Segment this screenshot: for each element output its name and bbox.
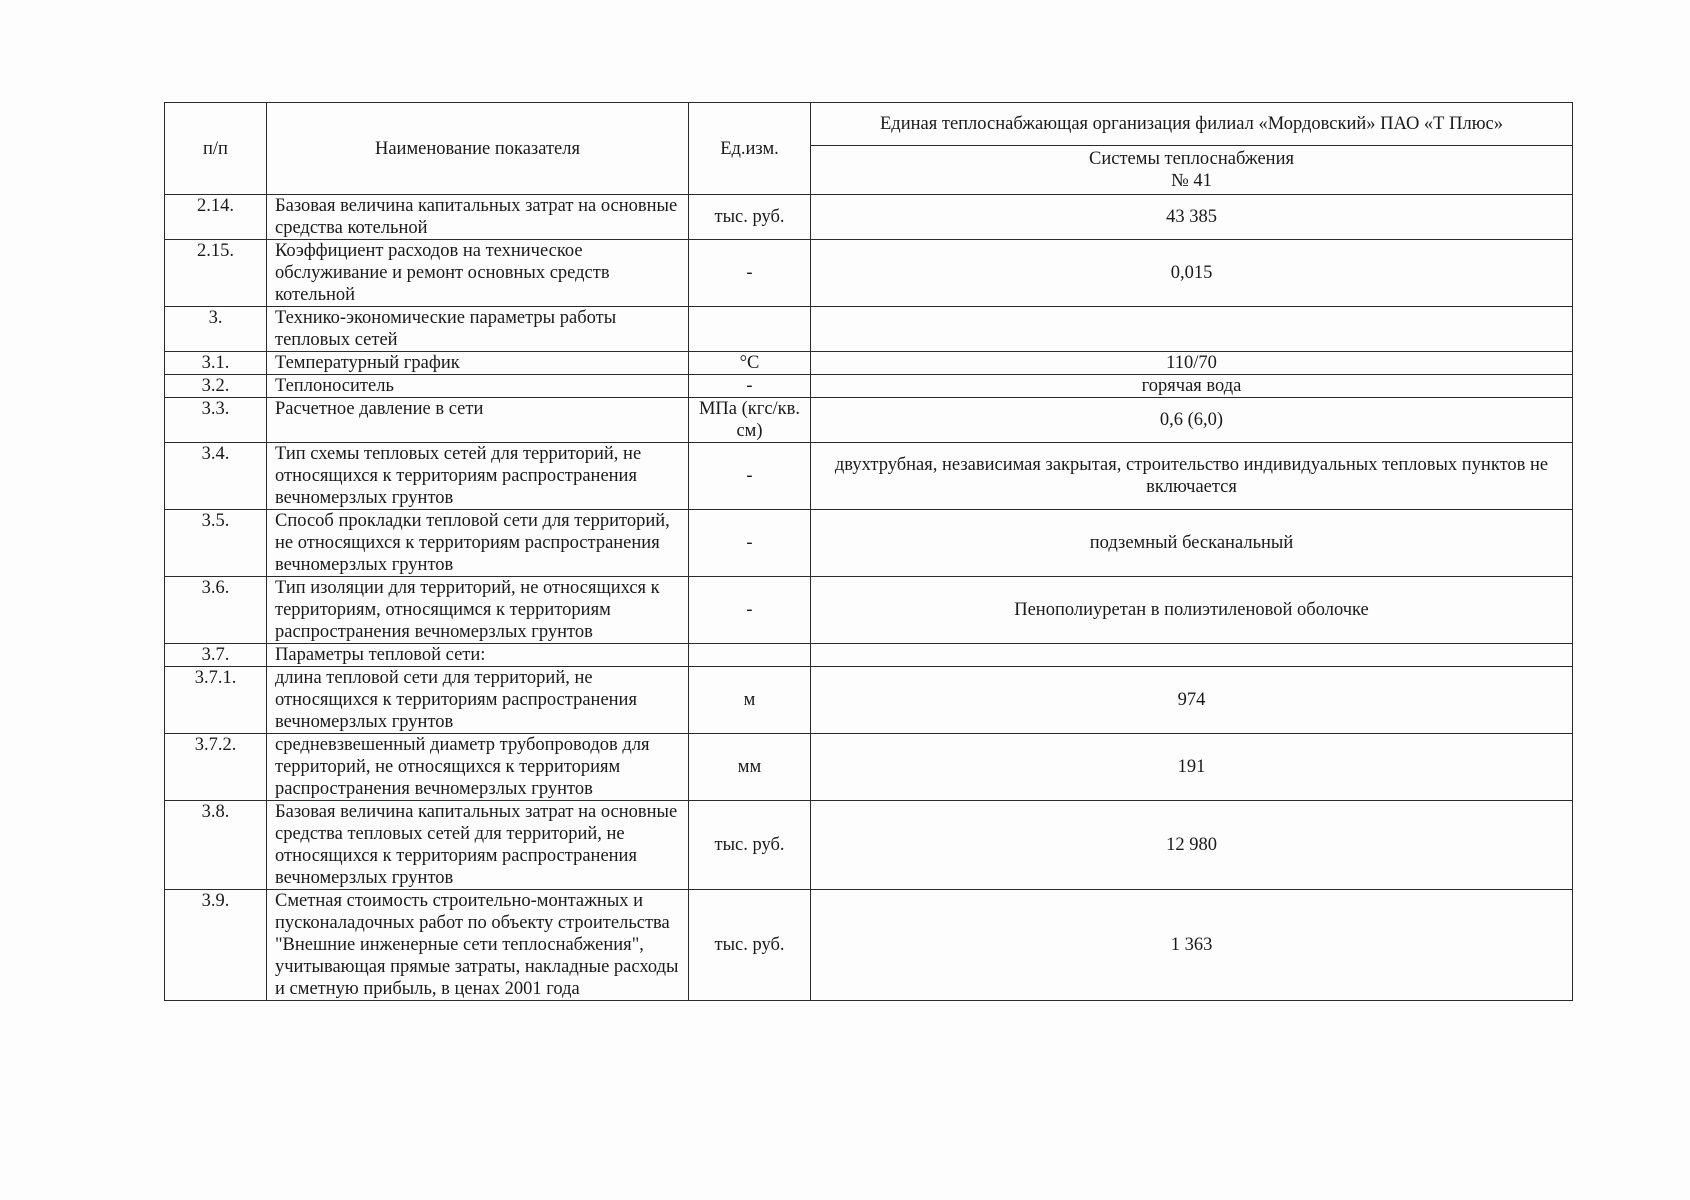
row-value: 1 363: [811, 890, 1573, 1001]
header-systems: [811, 146, 1573, 195]
header-num: п/п: [165, 103, 267, 195]
row-unit: мм: [689, 734, 811, 801]
row-value: 110/70: [811, 352, 1573, 375]
row-num: 3.6.: [165, 577, 267, 644]
row-num: 3.7.1.: [165, 667, 267, 734]
row-value: двухтрубная, независимая закрытая, строительство индивидуальных тепловых пунктов не включается: [811, 443, 1573, 510]
header-systems-line1: Системы теплоснабжения: [1089, 149, 1294, 169]
row-name: Базовая величина капитальных затрат на основные средства котельной: [267, 195, 689, 240]
row-unit: -: [689, 510, 811, 577]
row-value: Пенополиуретан в полиэтиленовой оболочке: [811, 577, 1573, 644]
table-row: [165, 734, 1573, 801]
table-row: [165, 510, 1573, 577]
row-value: 191: [811, 734, 1573, 801]
row-value: 0,015: [811, 240, 1573, 307]
table-row: [165, 644, 1573, 667]
row-num: 2.15.: [165, 240, 267, 307]
row-num: 3.7.2.: [165, 734, 267, 801]
table-row: [165, 577, 1573, 644]
table-row: [165, 667, 1573, 734]
row-name: Температурный график: [267, 352, 689, 375]
row-num: 3.7.: [165, 644, 267, 667]
table-row: [165, 240, 1573, 307]
row-unit: [689, 644, 811, 667]
row-name: Способ прокладки тепловой сети для территорий, не относящихся к территориям распространения вечномерзлых грунтов: [267, 510, 689, 577]
row-name: Тип схемы тепловых сетей для территорий, не относящихся к территориям распространения вечномерзлых грунтов: [267, 443, 689, 510]
row-name: Теплоноситель: [267, 375, 689, 398]
row-num: 2.14.: [165, 195, 267, 240]
table-row: [165, 375, 1573, 398]
row-name: Базовая величина капитальных затрат на основные средства тепловых сетей для территорий, не относящихся к территориям распространения вечномерзлых грунтов: [267, 801, 689, 890]
row-name: Тип изоляции для территорий, не относящихся к территориям, относящимся к территориям распространения вечномерзлых грунтов: [267, 577, 689, 644]
row-value: 43 385: [811, 195, 1573, 240]
header-row: [165, 103, 1573, 146]
row-name: Сметная стоимость строительно-монтажных и пусконаладочных работ по объекту строительства "Внешние инженерные сети теплоснабжения", учитывающая прямые затраты, накладные расходы и сметную прибыль, в ценах 2001 года: [267, 890, 689, 1001]
row-value: горячая вода: [811, 375, 1573, 398]
row-value: [811, 644, 1573, 667]
table-row: [165, 801, 1573, 890]
row-value: 0,6 (6,0): [811, 398, 1573, 443]
row-name: Расчетное давление в сети: [267, 398, 689, 443]
table-row: [165, 352, 1573, 375]
row-unit: тыс. руб.: [689, 195, 811, 240]
row-value: подземный бесканальный: [811, 510, 1573, 577]
row-value: 974: [811, 667, 1573, 734]
row-num: 3.9.: [165, 890, 267, 1001]
row-num: 3.: [165, 307, 267, 352]
row-num: 3.8.: [165, 801, 267, 890]
row-num: 3.1.: [165, 352, 267, 375]
table-row: [165, 398, 1573, 443]
row-value: [811, 307, 1573, 352]
row-unit: м: [689, 667, 811, 734]
row-unit: °С: [689, 352, 811, 375]
row-num: 3.5.: [165, 510, 267, 577]
row-num: 3.4.: [165, 443, 267, 510]
table-row: [165, 890, 1573, 1001]
row-unit: [689, 307, 811, 352]
row-num: 3.3.: [165, 398, 267, 443]
row-unit: МПа (кгс/кв. см): [689, 398, 811, 443]
row-unit: тыс. руб.: [689, 801, 811, 890]
header-unit: Ед.изм.: [689, 103, 811, 195]
table-row-section: [165, 307, 1573, 352]
row-name: Параметры тепловой сети:: [267, 644, 689, 667]
row-unit: -: [689, 443, 811, 510]
header-org: Единая теплоснабжающая организация филиал «Мордовский» ПАО «Т Плюс»: [811, 103, 1573, 146]
parameters-table: [164, 102, 1573, 1001]
row-name: Коэффициент расходов на техническое обслуживание и ремонт основных средств котельной: [267, 240, 689, 307]
row-unit: -: [689, 240, 811, 307]
header-name: Наименование показателя: [267, 103, 689, 195]
table-row: [165, 443, 1573, 510]
row-name: Технико-экономические параметры работы тепловых сетей: [267, 307, 689, 352]
row-unit: тыс. руб.: [689, 890, 811, 1001]
header-systems-line2: № 41: [1171, 171, 1212, 191]
row-unit: -: [689, 577, 811, 644]
row-num: 3.2.: [165, 375, 267, 398]
row-unit: -: [689, 375, 811, 398]
row-value: 12 980: [811, 801, 1573, 890]
table-row: [165, 195, 1573, 240]
row-name: длина тепловой сети для территорий, не относящихся к территориям распространения вечномерзлых грунтов: [267, 667, 689, 734]
row-name: средневзвешенный диаметр трубопроводов для территорий, не относящихся к территориям распространения вечномерзлых грунтов: [267, 734, 689, 801]
